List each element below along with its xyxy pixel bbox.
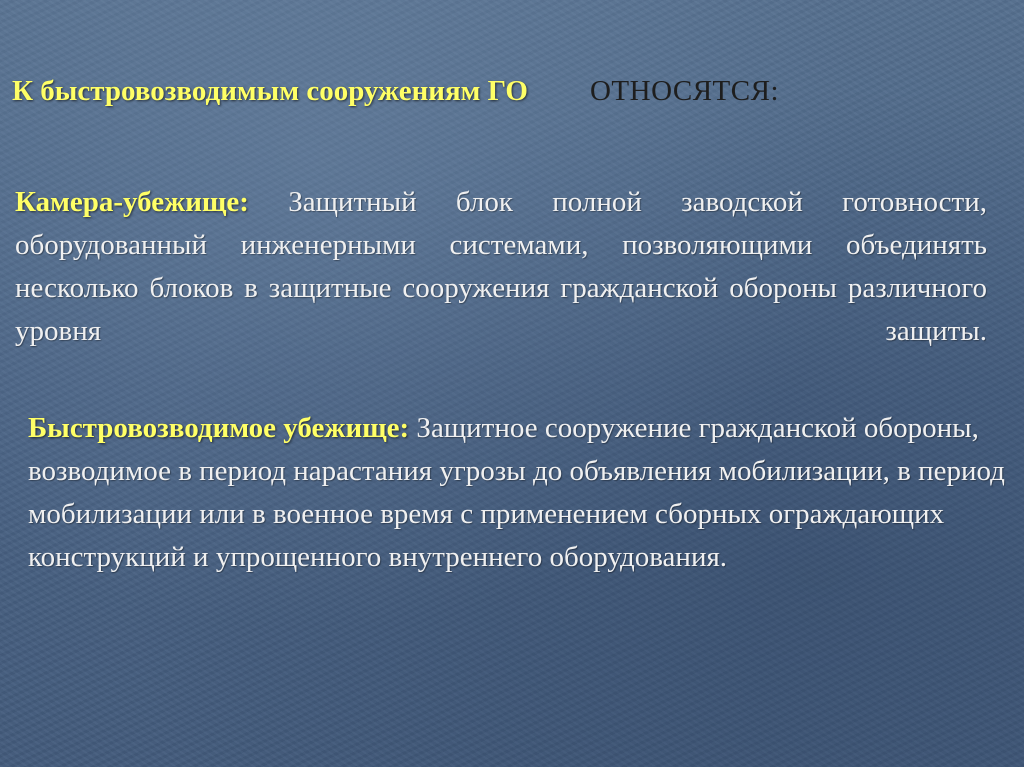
term-camera-shelter: Камера-убежище:: [15, 186, 249, 218]
definition-camera-shelter: Защитный блок полной заводской готовности, оборудованный инженерными системами, позволяющими объединять несколько блоков в защитные сооружения гражданской обороны различного уровня защиты.: [15, 186, 987, 347]
title-plain: ОТНОСЯТСЯ:: [589, 75, 780, 107]
slide-title: [12, 74, 1002, 108]
term-rapid-shelter: Быстровозводимое убежище:: [28, 412, 410, 444]
paragraph-camera-shelter: [15, 181, 987, 353]
title-accent: К быстровозводимым сооружениям ГО: [12, 75, 528, 107]
definition-rapid-shelter: Защитное сооружение гражданской обороны, возводимое в период нарастания угрозы до объявления мобилизации, в период мобилизации или в военное время с применением сборных ограждающих конструкций и упрощенного внутреннего оборудования.: [28, 412, 1005, 573]
paragraph-rapid-shelter: [28, 407, 1008, 579]
